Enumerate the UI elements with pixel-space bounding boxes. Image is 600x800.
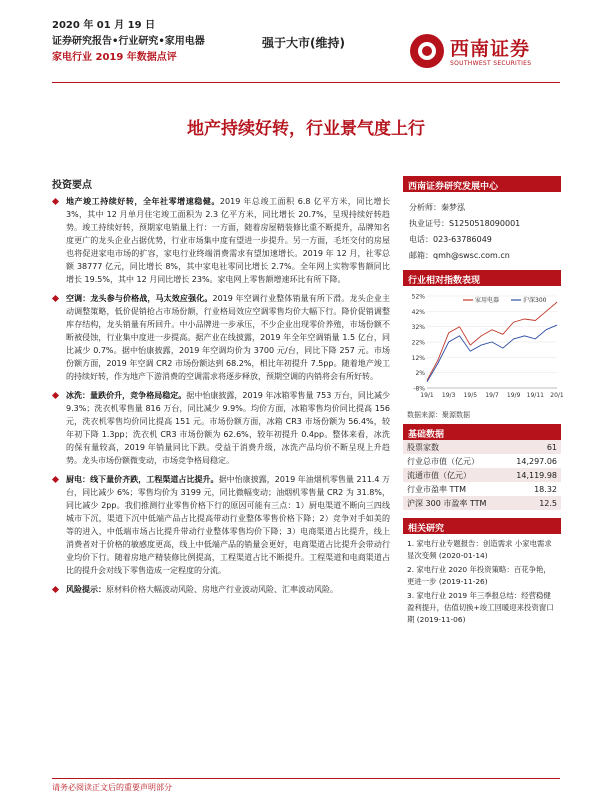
row-value: 12.5 bbox=[504, 496, 561, 510]
y-tick-label: 52% bbox=[411, 293, 425, 301]
sidebar bbox=[403, 176, 564, 632]
section-head: 风险提示： bbox=[66, 585, 106, 594]
series-line bbox=[427, 302, 557, 380]
section-head: 地产竣工持续好转，全年社零增速稳健。 bbox=[66, 197, 220, 206]
section-body: 2019 年总竣工面积 6.8 亿平方米，同比增长 3%，其中 12 月单月住宅竣工面积为 2.3 亿平方米，同比增长 20.7%，呈现持续好转趋势。竣工持续好转，预期家电销量上行：一方面，随着房屋精装修比重不断提升，品牌知名度更广的龙头企业占据优势，行业市场集中度有望进一步提升。另一方面，毛坯交付的房屋也将促进家电市场的扩容，家电行业终端消费需求有望加速增长。2019 年 12 月，社零总额 38777 亿元，同比增长 8%，其中家电社零同比增长 2.7%。全年网上实物零售额同比增长 19.5%，其中 12 月同比增长 23%。家电网上零售额增速环比有所下降。 bbox=[66, 197, 390, 284]
y-tick-label: -8% bbox=[413, 385, 425, 393]
rating: 强于大市(维持) bbox=[262, 36, 345, 50]
y-tick-label: 42% bbox=[411, 308, 425, 316]
summary-section bbox=[52, 195, 390, 286]
report-subtitle: 家电行业 2019 年数据点评 bbox=[52, 52, 177, 63]
row-value: 14,119.98 bbox=[504, 468, 561, 482]
x-tick-label: 19/5 bbox=[463, 392, 478, 399]
analyst-email[interactable]: 邮箱：qmh@swsc.com.cn bbox=[409, 251, 510, 260]
x-tick-label: 20/1 bbox=[550, 392, 564, 399]
table-row bbox=[403, 482, 561, 496]
row-label: 股票家数 bbox=[403, 440, 504, 454]
summary-label: 投资要点 bbox=[52, 180, 92, 191]
section-head: 冰洗：量跌价升，竞争格局稳定。 bbox=[66, 391, 187, 400]
related-research-header: 相关研究 bbox=[403, 518, 561, 534]
related-item[interactable]: 2. 家电行业 2020 年投资策略：百花争艳，更进一步 (2019-11-26) bbox=[407, 565, 551, 586]
row-value: 61 bbox=[504, 440, 561, 454]
company-logo bbox=[410, 34, 560, 74]
row-label: 行业市盈率 TTM bbox=[407, 484, 467, 494]
summary-section bbox=[52, 473, 390, 577]
section-head: 空调：龙头参与价格战，马太效应强化。 bbox=[66, 294, 213, 303]
report-type: 证券研究报告•行业研究•家用电器 bbox=[52, 36, 205, 47]
x-tick-label: 19/1 bbox=[420, 392, 434, 399]
chart-svg bbox=[403, 288, 564, 408]
related-research-list bbox=[403, 534, 561, 632]
related-item[interactable]: 1. 家电行业专题报告：创造需求 小家电需求显次变频 (2020-01-14) bbox=[407, 539, 552, 560]
x-tick-label: 19/7 bbox=[485, 392, 499, 399]
y-tick-label: 32% bbox=[411, 324, 425, 332]
basic-data-table bbox=[403, 440, 561, 510]
y-tick-label: 2% bbox=[415, 370, 425, 378]
related-item[interactable]: 3. 家电行业 2019 年三季报总结：经营稳健盈利提升，估值切换+竣工回暖迎来投资窗口期 (2019-11-06) bbox=[407, 591, 554, 624]
row-value: 18.32 bbox=[534, 484, 557, 494]
table-row bbox=[403, 468, 561, 482]
analyst-line: 分析师：秦梦泓 bbox=[409, 203, 465, 212]
section-body: 据中怡康披露，2019 年油烟机零售量 211.4 万台，同比减少 6%；零售均价为 3199 元，同比微幅变动；油烟机零售量 CR2 为 31.8%，同比减少 2pp。我们推测行业零售价格下行的原因可能有三点：1）厨电渠道不断向三四线城市下沉，渠道下沉中低端产品占比提高带动行业整体零售价格下降；2）竞争对手如美的等的进入，中低端市场占比提升带动行业整体零售均价下降；3）电商渠道占比提升，线上消费者对于价格的敏感度更高，线上中低端产品的销量会更好，电商渠道占比提升会带动行业均价下行。随着房地产精装修比例提高，工程渠道占比不断提升。工程渠道和电商渠道占比的提升会对线下零售造成一定程度的分流。 bbox=[66, 475, 391, 575]
section-head: 厨电：线下量价齐跌，工程渠道占比提升。 bbox=[66, 475, 219, 484]
series-line bbox=[427, 325, 557, 382]
row-label: 行业总市值（亿元） bbox=[407, 456, 479, 466]
section-body: 原材料价格大幅波动风险、房地产行业波动风险、汇率波动风险。 bbox=[106, 585, 338, 594]
logo-name: 西南证券 bbox=[450, 38, 531, 60]
row-label: 沪深 300 市盈率 TTM bbox=[403, 496, 504, 510]
y-tick-label: 22% bbox=[411, 339, 425, 347]
analyst-line: 执业证号：S1250518090001 bbox=[409, 219, 521, 228]
relative-index-chart bbox=[403, 288, 564, 424]
legend-entry: 家用电器 bbox=[475, 297, 500, 305]
table-row bbox=[403, 440, 561, 454]
section-body: 2019 年空调行业整体销量有所下滑。龙头企业主动调整策略，低价促销抢占市场份额，行业格局效应空调零售均价大幅下行。降价促销调整库存结构，龙头销量有所回升。中小品牌进一步承压，不少企业出现零价养殖，市场份额不断被侵蚀，行业集中度进一步提高。据产业在线披露，2019 年全年空调销量 1.5 亿台，同比减少 0.7%。据中怡康披露，2019 年空调均价为 3700 元/台，同比下降 257 元。市场份额方面，2019 年空调 CR2 市场份额达到 68.2%，相比年初提升 7.5pp。随着地产竣工的持续好转，作为地产下游消费的空调需求将逐步释放，预期空调的内销将会有所好转。 bbox=[66, 294, 391, 381]
x-tick-label: 19/11 bbox=[526, 392, 544, 399]
page-title: 地产持续好转，行业景气度上行 bbox=[187, 119, 425, 139]
investment-summary bbox=[52, 176, 390, 602]
page-header bbox=[52, 12, 560, 82]
x-tick-label: 19/3 bbox=[441, 392, 456, 399]
summary-section bbox=[52, 583, 390, 596]
footer-divider bbox=[52, 778, 560, 779]
summary-section bbox=[52, 292, 390, 383]
chart-source: 数据来源：聚源数据 bbox=[407, 411, 470, 419]
basic-data-header: 基础数据 bbox=[403, 424, 561, 440]
analyst-line: 电话：023-63786049 bbox=[409, 235, 492, 244]
logo-mark-icon bbox=[410, 34, 444, 68]
chart-header: 行业相对指数表现 bbox=[403, 270, 561, 286]
row-value: 14,297.06 bbox=[516, 456, 557, 466]
summary-section bbox=[52, 389, 390, 467]
table-row bbox=[403, 454, 561, 468]
x-tick-label: 19/9 bbox=[506, 392, 521, 399]
legend-entry: 沪深300 bbox=[523, 297, 547, 305]
header-divider bbox=[52, 82, 560, 83]
footer-disclaimer: 请务必阅读正文后的重要声明部分 bbox=[52, 783, 172, 792]
table-row bbox=[403, 496, 561, 510]
logo-english-name: SOUTHWEST SECURITIES bbox=[450, 60, 532, 67]
analyst-info bbox=[403, 192, 561, 270]
section-body: 据中怡康披露，2019 年冰箱零售量 753 万台，同比减少 9.3%；洗衣机零售量 816 万台，同比减少 9.9%。均价方面，冰箱零售均价同比提高 156 元，洗衣机零售均价同比提高 151 元。市场份额方面，冰箱 CR3 市场份额为 56.4%，较年初下降 1.3pp；洗衣机 CR3 市场份额为 62.6%，较年初提升 0.4pp。整体来看，冰洗的保有量较高，2019 年销量同比下跌。受益于消费升级，冰洗产品均价不断呈现上升趋势。龙头市场份额微变动，市场竞争格局稳定。 bbox=[66, 391, 390, 465]
team-header: 西南证券研究发展中心 bbox=[403, 176, 561, 192]
row-label: 流通市值（亿元） bbox=[403, 468, 504, 482]
y-tick-label: 12% bbox=[411, 354, 425, 362]
report-date: 2020 年 01 月 19 日 bbox=[52, 20, 156, 31]
